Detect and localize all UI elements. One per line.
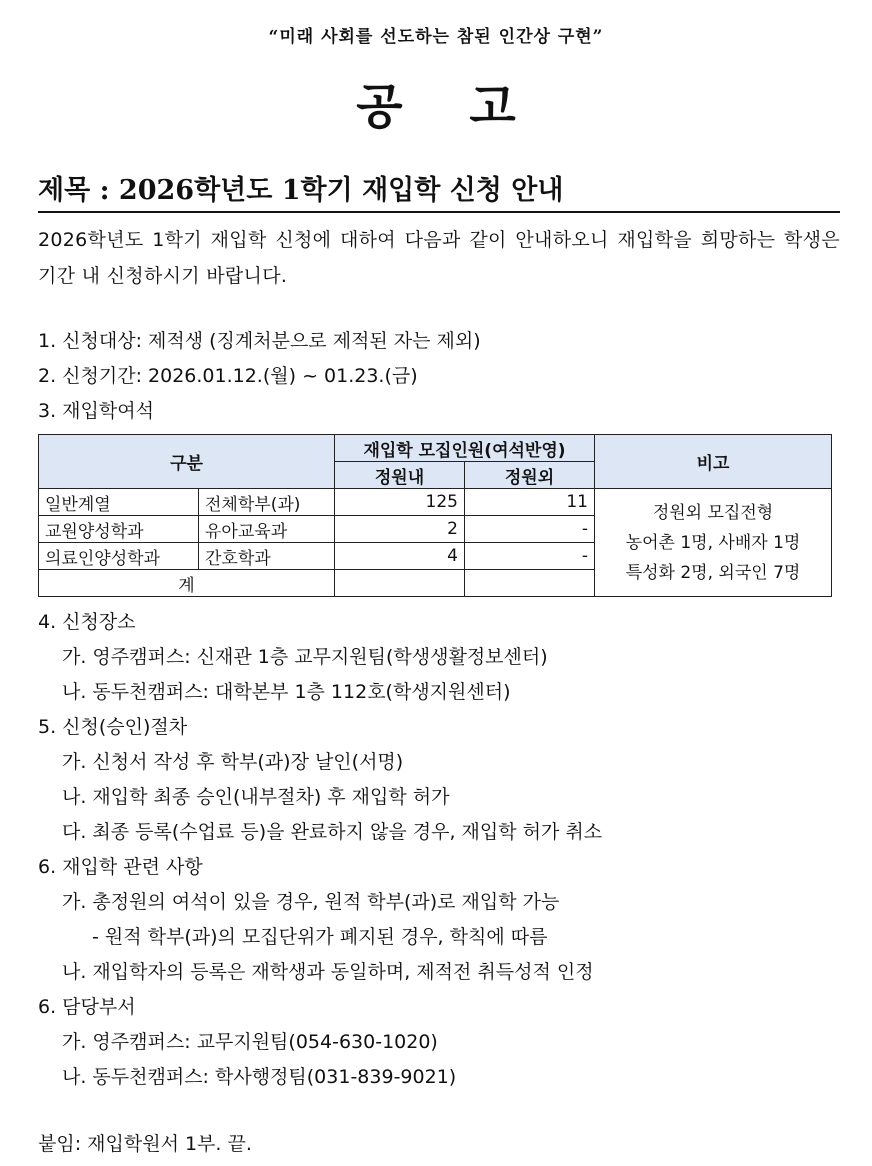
table-row bbox=[39, 489, 832, 516]
header-in: 정원내 bbox=[335, 462, 465, 489]
row-category: 일반계열 bbox=[39, 489, 199, 516]
total-label: 계 bbox=[39, 570, 335, 597]
contact-item-b: 나. 동두천캠퍼스: 학사행정팀(031-839-9021) bbox=[62, 1066, 457, 1088]
slogan: “미래 사회를 선도하는 참된 인간상 구현” bbox=[268, 27, 604, 47]
related-item-a: 가. 총정원의 여석이 있을 경우, 원적 학부(과)로 재입학 가능 bbox=[62, 891, 560, 913]
note-line: 정원외 모집전형 bbox=[652, 502, 774, 523]
quota-table bbox=[38, 434, 832, 597]
related-item-a-sub: - 원적 학부(과)의 모집단위가 폐지된 경우, 학칙에 따름 bbox=[92, 926, 548, 948]
eligibility-item: 1. 신청대상: 제적생 (징계처분으로 제적된 자는 제외) bbox=[38, 330, 481, 352]
contact-heading: 6. 담당부서 bbox=[38, 996, 136, 1018]
row-dept: 간호학과 bbox=[199, 543, 335, 570]
row-category: 교원양성학과 bbox=[39, 516, 199, 543]
notice-title: 공 고 bbox=[356, 79, 516, 135]
quota-heading: 3. 재입학여석 bbox=[38, 400, 154, 422]
place-heading: 4. 신청장소 bbox=[38, 611, 136, 633]
header-note: 비고 bbox=[595, 435, 832, 489]
contact-item-a: 가. 영주캠퍼스: 교무지원팀(054-630-1020) bbox=[62, 1031, 438, 1053]
total-in bbox=[335, 570, 465, 597]
related-heading: 6. 재입학 관련 사항 bbox=[38, 856, 203, 878]
header-group: 구분 bbox=[39, 435, 335, 489]
note-line: 특성화 2명, 외국인 7명 bbox=[625, 562, 801, 583]
header-quota: 재입학 모집인원(여석반영) bbox=[335, 435, 595, 462]
period-item: 2. 신청기간: 2026.01.12.(월) ~ 01.23.(금) bbox=[38, 365, 418, 387]
row-in: 2 bbox=[335, 516, 465, 543]
total-out bbox=[465, 570, 595, 597]
row-in: 125 bbox=[335, 489, 465, 516]
related-item-b: 나. 재입학자의 등록은 재학생과 동일하며, 제적전 취득성적 인정 bbox=[62, 961, 594, 983]
header-out: 정원외 bbox=[465, 462, 595, 489]
intro-paragraph: 2026학년도 1학기 재입학 신청에 대하여 다음과 같이 안내하오니 재입학을 희망하는 학생은 기간 내 신청하시기 바랍니다. bbox=[38, 229, 840, 287]
row-out: 11 bbox=[465, 489, 595, 516]
row-out: - bbox=[465, 543, 595, 570]
note-line: 농어촌 1명, 사배자 1명 bbox=[625, 532, 801, 553]
procedure-heading: 5. 신청(승인)절차 bbox=[38, 716, 188, 738]
row-dept: 전체학부(과) bbox=[199, 489, 335, 516]
row-out: - bbox=[465, 516, 595, 543]
procedure-item-a: 가. 신청서 작성 후 학부(과)장 날인(서명) bbox=[62, 751, 404, 773]
row-in: 4 bbox=[335, 543, 465, 570]
row-dept: 유아교육과 bbox=[199, 516, 335, 543]
place-item-a: 가. 영주캠퍼스: 신재관 1층 교무지원팀(학생생활정보센터) bbox=[62, 646, 548, 668]
procedure-item-b: 나. 재입학 최종 승인(내부절차) 후 재입학 허가 bbox=[62, 786, 450, 808]
attachment-line: 붙임: 재입학원서 1부. 끝. bbox=[38, 1133, 252, 1155]
procedure-item-c: 다. 최종 등록(수업료 등)을 완료하지 않을 경우, 재입학 허가 취소 bbox=[62, 821, 603, 843]
subject-line: 제목 : 2026학년도 1학기 재입학 신청 안내 bbox=[38, 168, 840, 213]
place-item-b: 나. 동두천캠퍼스: 대학본부 1층 112호(학생지원센터) bbox=[62, 681, 511, 703]
note-cell bbox=[595, 489, 832, 597]
row-category: 의료인양성학과 bbox=[39, 543, 199, 570]
